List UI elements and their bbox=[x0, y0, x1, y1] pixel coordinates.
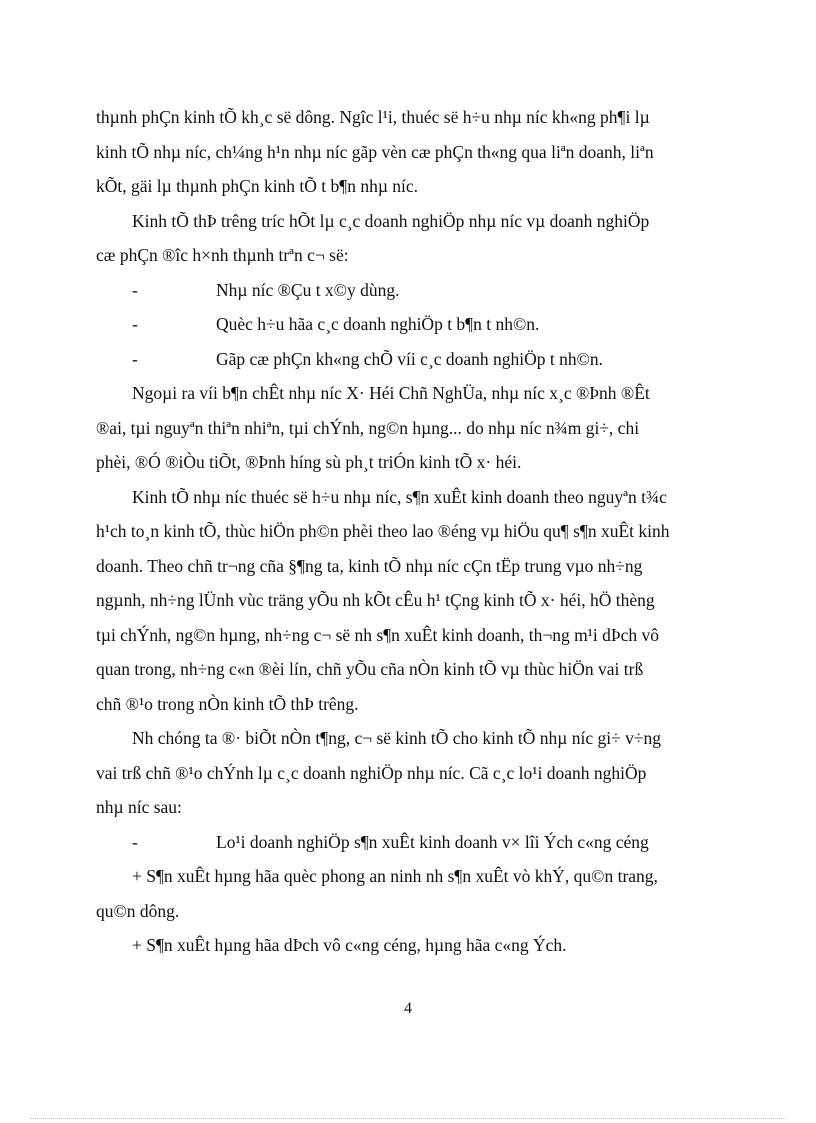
text-line bbox=[96, 790, 720, 825]
text-line bbox=[96, 652, 720, 687]
bullet-text: Gãp cæ phÇn kh«ng chÕ víi c¸c doanh nghiÖp t nh©n. bbox=[216, 348, 604, 369]
bullet-item bbox=[96, 825, 720, 860]
text-line bbox=[96, 135, 720, 170]
bullet-text: Lo¹i doanh nghiÖp s¶n xuÊt kinh doanh v× lîi Ých c«ng céng bbox=[216, 831, 649, 852]
bullet-dash: - bbox=[132, 314, 138, 334]
text-line-content: quan trong, nh÷ng c«n ®èi lín, chñ yÕu cña nÒn kinh tÕ vµ thùc hiÖn vai trß bbox=[96, 659, 644, 679]
text-line-content: Ngoµi ra víi b¶n chÊt nhµ níc X· Héi Chñ NghÜa, nhµ níc x¸c ®Þnh ®Êt bbox=[132, 383, 650, 403]
text-line-content: Nh chóng ta ®· biÕt nÒn t¶ng, c¬ së kinh tÕ cho kinh tÕ nhµ níc gi÷ v÷ng bbox=[132, 728, 661, 748]
text-line bbox=[96, 618, 720, 653]
paragraph-first-line bbox=[96, 859, 720, 894]
paragraph-first-line bbox=[96, 721, 720, 756]
text-line bbox=[96, 445, 720, 480]
bullet-dash: - bbox=[132, 831, 138, 852]
text-line-content: ®ai, tµi nguyªn thiªn nhiªn, tµi chÝnh, ng©n hµng... do nhµ níc n¾m gi÷, chi bbox=[96, 417, 640, 438]
text-line-content: + S¶n xuÊt hµng hãa quèc phong an ninh nh s¶n xuÊt vò khÝ, qu©n trang, bbox=[132, 866, 658, 886]
text-line bbox=[96, 894, 720, 929]
text-line bbox=[96, 549, 720, 584]
text-line-content: doanh. Theo chñ tr¬ng cña §¶ng ta, kinh tÕ nhµ níc cÇn tËp trung vµo nh÷ng bbox=[96, 555, 643, 576]
document-body bbox=[96, 100, 720, 963]
text-line-content: cæ phÇn ®îc h×nh thµnh trªn c¬ së: bbox=[96, 245, 349, 265]
footer-divider bbox=[30, 1118, 786, 1119]
bullet-item bbox=[96, 307, 720, 342]
text-line-content: thµnh phÇn kinh tÕ kh¸c së dông. Ngîc l¹i, thuéc së h÷u nhµ níc kh«ng ph¶i lµ bbox=[96, 107, 650, 127]
text-line bbox=[96, 514, 720, 549]
text-line-content: nhµ níc sau: bbox=[96, 797, 182, 817]
text-line bbox=[96, 687, 720, 722]
text-line-content: vai trß chñ ®¹o chÝnh lµ c¸c doanh nghiÖp nhµ níc. Cã c¸c lo¹i doanh nghiÖp bbox=[96, 762, 647, 783]
text-line-content: qu©n dông. bbox=[96, 900, 180, 921]
text-line-content: + S¶n xuÊt hµng hãa dÞch vô c«ng céng, hµng hãa c«ng Ých. bbox=[132, 935, 567, 955]
bullet-dash: - bbox=[132, 279, 138, 300]
paragraph-first-line bbox=[96, 928, 720, 963]
text-line bbox=[96, 756, 720, 791]
paragraph-first-line bbox=[96, 204, 720, 239]
text-line-content: phèi, ®Ó ®iÒu tiÕt, ®Þnh híng sù ph¸t triÓn kinh tÕ x· héi. bbox=[96, 452, 522, 472]
text-line-content: kinh tÕ nhµ níc, ch¼ng h¹n nhµ níc gãp vèn cæ phÇn th«ng qua liªn doanh, liªn bbox=[96, 141, 654, 162]
text-line-content: tµi chÝnh, ng©n hµng, nh÷ng c¬ së nh s¶n xuÊt kinh doanh, th¬ng m¹i dÞch vô bbox=[96, 624, 660, 645]
text-line-content: ngµnh, nh÷ng lÜnh vùc träng yÕu nh kÕt cÊu h¹ tÇng kinh tÕ x· héi, hÖ thèng bbox=[96, 590, 655, 610]
bullet-text: Quèc h÷u hãa c¸c doanh nghiÖp t b¶n t nh©n. bbox=[216, 314, 540, 334]
bullet-item bbox=[96, 342, 720, 377]
page-number: 4 bbox=[404, 1000, 412, 1017]
text-line bbox=[96, 100, 720, 135]
paragraph-first-line bbox=[96, 480, 720, 515]
text-line bbox=[96, 238, 720, 273]
text-line-content: Kinh tÕ thÞ trêng tríc hÕt lµ c¸c doanh nghiÖp nhµ níc vµ doanh nghiÖp bbox=[132, 210, 650, 231]
text-line-content: chñ ®¹o trong nÒn kinh tÕ thÞ trêng. bbox=[96, 693, 359, 714]
bullet-dash: - bbox=[132, 348, 138, 369]
text-line bbox=[96, 411, 720, 446]
paragraph-first-line bbox=[96, 376, 720, 411]
text-line-content: Kinh tÕ nhµ níc thuéc së h÷u nhµ níc, s¶n xuÊt kinh doanh theo nguyªn t¾c bbox=[132, 486, 667, 507]
text-line-content: h¹ch to¸n kinh tÕ, thùc hiÖn ph©n phèi theo lao ®éng vµ hiÖu qu¶ s¶n xuÊt kinh bbox=[96, 521, 670, 541]
text-line bbox=[96, 169, 720, 204]
text-line bbox=[96, 583, 720, 618]
text-line-content: kÕt, gäi lµ thµnh phÇn kinh tÕ t b¶n nhµ níc. bbox=[96, 176, 419, 196]
bullet-item bbox=[96, 273, 720, 308]
bullet-text: Nhµ níc ®Çu t x©y dùng. bbox=[216, 279, 400, 300]
